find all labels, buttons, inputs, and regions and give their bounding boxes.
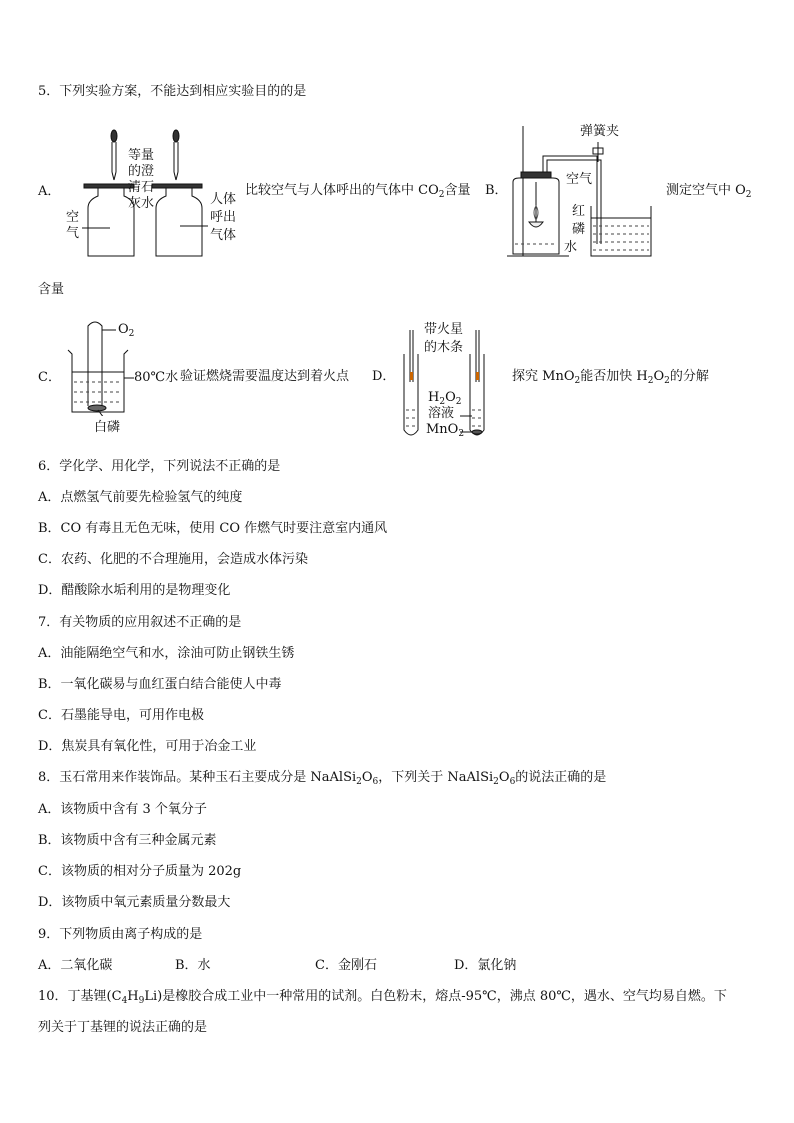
label-clamp: 弹簧夹: [580, 124, 620, 139]
q10-stem-line2: 列关于丁基锂的说法正确的是: [38, 1020, 208, 1035]
label-h2o2: $H_2O_2$: [428, 390, 462, 407]
q8-option-a: A．该物质中含有 3 个氧分子: [38, 802, 207, 817]
q6-option-d: D．醋酸除水垢利用的是物理变化: [38, 583, 231, 598]
q8-option-b: B．该物质中含有三种金属元素: [38, 833, 217, 848]
label-glowing-splint-1: 带火星: [424, 322, 464, 337]
label-human-3: 气体: [210, 228, 237, 243]
label-red-1: 红: [572, 204, 586, 219]
q7-stem: 7．有关物质的应用叙述不正确的是: [38, 615, 242, 630]
q9-option-d: D．氯化钠: [454, 958, 517, 973]
label-human-2: 呼出: [210, 210, 237, 225]
q10-stem-line1: 10．丁基锂$(C_4H_9Li)$是橡胶合成工业中一种常用的试剂。白色粉末，熔点-95℃，沸点 80℃，遇水、空气均易自燃。下: [38, 989, 727, 1006]
label-mno2: MnO$_2$: [426, 422, 465, 439]
red-phosphorus-apparatus: [505, 122, 655, 262]
label-lime-water: 灰水: [128, 196, 155, 211]
q6-stem: 6．学化学、用化学，下列说法不正确的是: [38, 459, 281, 474]
label-hot-water: 80℃水: [134, 370, 179, 385]
label-air-2: 气: [66, 226, 80, 241]
q6-option-a: A．点燃氢气前要先检验氢气的纯度: [38, 490, 243, 505]
q5-option-b-desc-cont: 含量: [38, 282, 65, 297]
q7-option-b: B．一氧化碳易与血红蛋白结合能使人中毒: [38, 677, 282, 692]
q7-option-a: A．油能隔绝空气和水，涂油可防止钢铁生锈: [38, 646, 295, 661]
q5-option-a-desc: 比较空气与人体呼出的气体中 $CO_2$含量: [245, 183, 471, 200]
q8-option-c: C．该物质的相对分子质量为 202g: [38, 864, 242, 879]
q9-option-c: C．金刚石: [315, 958, 377, 973]
q8-option-d: D．该物质中氧元素质量分数最大: [38, 895, 231, 910]
label-air: 空气: [566, 172, 593, 187]
label-red-2: 磷: [572, 222, 586, 237]
q9-option-b: B．水: [175, 958, 211, 973]
label-white-phosphorus: 白磷: [94, 420, 121, 435]
q5-option-b-desc: 测定空气中 $O_2$: [666, 183, 752, 200]
q5-option-c-desc: 验证燃烧需要温度达到着火点: [180, 369, 350, 384]
label-water: 水: [564, 240, 578, 255]
q7-option-c: C．石墨能导电，可用作电极: [38, 708, 204, 723]
label-equal-amount: 等量: [128, 148, 155, 163]
label-human-1: 人体: [210, 192, 237, 207]
q6-option-c: C．农药、化肥的不合理施用，会造成水体污染: [38, 552, 308, 567]
q5-option-d-desc: 探究 MnO$_2$能否加快 $H_2O_2$的分解: [512, 369, 709, 386]
label-solution: 溶液: [428, 406, 455, 421]
q8-stem: 8．玉石常用来作装饰品。某种玉石主要成分是 $NaAlSi_2O_6$，下列关于 $NaAlSi_2O_6$的说法正确的是: [38, 770, 607, 787]
label-clear-lime: 清石: [128, 180, 155, 195]
label-air-1: 空: [66, 210, 80, 225]
q5-option-a-label: A．: [38, 184, 61, 199]
label-o2: $O_2$: [118, 322, 135, 339]
q5-option-b-label: B．: [485, 183, 508, 198]
q9-option-a: A．二氧化碳: [38, 958, 113, 973]
label-glowing-splint-2: 的木条: [424, 340, 464, 355]
q5-stem: 5．下列实验方案，不能达到相应实验目的的是: [38, 84, 307, 99]
q9-stem: 9．下列物质由离子构成的是: [38, 927, 203, 942]
q7-option-d: D．焦炭具有氧化性，可用于冶金工业: [38, 739, 257, 754]
q5-option-c-label: C．: [38, 370, 61, 385]
label-of-clear: 的澄: [128, 164, 155, 179]
q6-option-b: B．CO 有毒且无色无味，使用 CO 作燃气时要注意室内通风: [38, 521, 388, 536]
q5-option-d-label: D．: [372, 369, 396, 384]
